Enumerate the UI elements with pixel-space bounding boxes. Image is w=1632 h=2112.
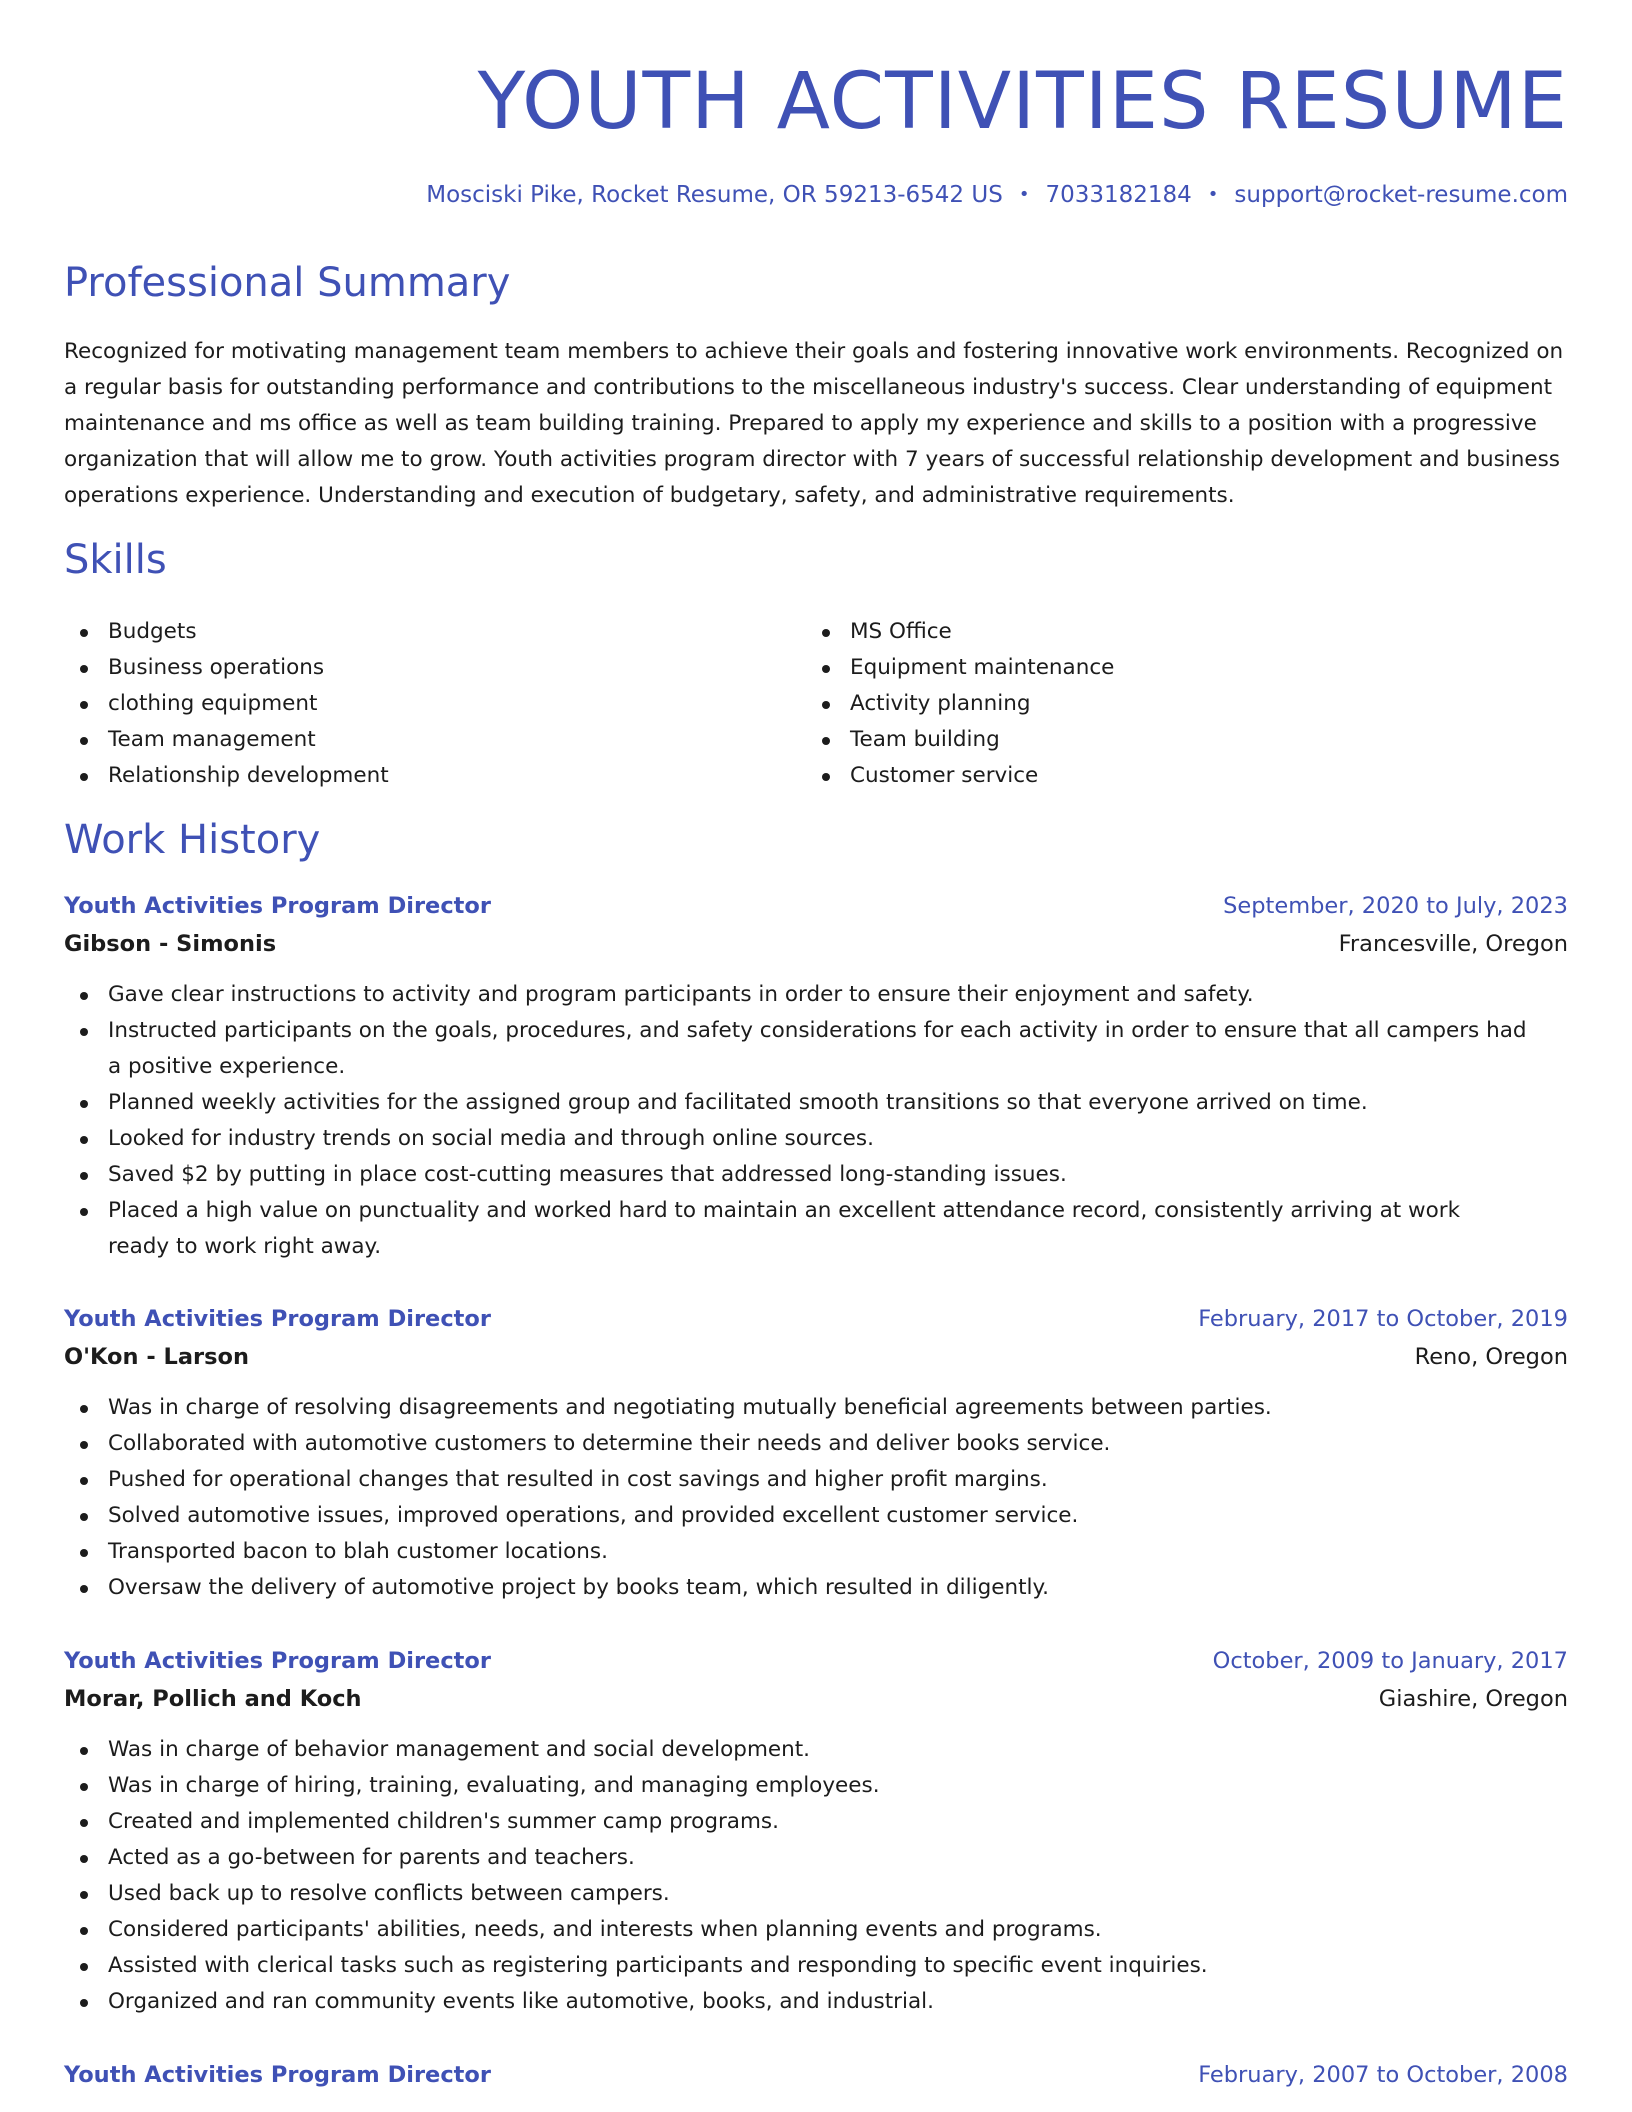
- skill-item: clothing equipment: [64, 686, 806, 722]
- job-duty: Placed a high value on punctuality and worked hard to maintain an excellent attendance record, consistently arriving at work ready to work right away.: [64, 1193, 1568, 1265]
- job-duty: Gave clear instructions to activity and program participants in order to ensure their enjoyment and safety.: [64, 977, 1568, 1013]
- job-entry: [64, 2056, 1568, 2094]
- job-entry: [64, 1300, 1568, 1606]
- job-dates: October, 2009 to January, 2017: [1212, 1648, 1568, 1674]
- skills-column-right: [806, 614, 1548, 794]
- contact-email[interactable]: support@rocket-resume.com: [1234, 182, 1568, 208]
- job-title: Youth Activities Program Director: [64, 893, 491, 919]
- skill-item: Business operations: [64, 650, 806, 686]
- job-dates: September, 2020 to July, 2023: [1223, 893, 1568, 919]
- job-duty: Collaborated with automotive customers to determine their needs and deliver books service.: [64, 1426, 1568, 1462]
- skill-item: Team management: [64, 722, 806, 758]
- skills-column-left: [64, 614, 806, 794]
- skills-heading: Skills: [64, 537, 167, 583]
- summary-heading: Professional Summary: [64, 260, 511, 306]
- job-title: Youth Activities Program Director: [64, 1306, 491, 1332]
- job-header-row: [64, 887, 1568, 925]
- job-duty: Was in charge of behavior management and social development.: [64, 1732, 1568, 1768]
- job-duties: [64, 1732, 1568, 2020]
- job-employer-row: [64, 1680, 1568, 1718]
- job-duty: Saved $2 by putting in place cost-cutting measures that addressed long-standing issues.: [64, 1157, 1568, 1193]
- resume-page: [64, 0, 1568, 2088]
- skill-item: Budgets: [64, 614, 806, 650]
- skill-item: Team building: [806, 722, 1548, 758]
- job-employer: Gibson - Simonis: [64, 931, 277, 957]
- job-header-row: [64, 1300, 1568, 1338]
- job-duty: Considered participants' abilities, needs, and interests when planning events and programs.: [64, 1912, 1568, 1948]
- summary-text: Recognized for motivating management team members to achieve their goals and fostering innovative work environments. Recognized on a regular basis for outstanding performance and contributions to the miscellaneous industry's success. Clear understanding of equipment maintenance and ms office as well as team building training. Prepared to apply my experience and skills to a position with a progressive organization that will allow me to grow. Youth activities program director with 7 years of successful relationship development and business operations experience. Understanding and execution of budgetary, safety, and administrative requirements.: [64, 339, 1564, 508]
- skill-item: Activity planning: [806, 686, 1548, 722]
- job-duty: Was in charge of hiring, training, evaluating, and managing employees.: [64, 1768, 1568, 1804]
- contact-separator: •: [1018, 184, 1030, 205]
- job-employer-row: [64, 1338, 1568, 1376]
- job-employer: Morar, Pollich and Koch: [64, 1686, 362, 1712]
- job-duty: Planned weekly activities for the assigned group and facilitated smooth transitions so that everyone arrived on time.: [64, 1085, 1568, 1121]
- job-duties: [64, 1390, 1568, 1606]
- job-entry: [64, 1642, 1568, 2020]
- job-duty: Organized and ran community events like automotive, books, and industrial.: [64, 1984, 1568, 2020]
- job-duties: [64, 977, 1568, 1265]
- job-duty: Used back up to resolve conflicts between campers.: [64, 1876, 1568, 1912]
- job-location: Giashire, Oregon: [1378, 1686, 1568, 1712]
- job-location: Reno, Oregon: [1414, 1344, 1568, 1370]
- job-header-row: [64, 2056, 1568, 2094]
- skill-item: Equipment maintenance: [806, 650, 1548, 686]
- skill-item: MS Office: [806, 614, 1548, 650]
- skill-item: Customer service: [806, 758, 1548, 794]
- job-duty: Pushed for operational changes that resulted in cost savings and higher profit margins.: [64, 1462, 1568, 1498]
- skills-list: [64, 614, 1568, 794]
- job-duty: Was in charge of resolving disagreements and negotiating mutually beneficial agreements between parties.: [64, 1390, 1568, 1426]
- job-header-row: [64, 1642, 1568, 1680]
- contact-address: Mosciski Pike, Rocket Resume, OR 59213-6542 US: [426, 182, 1003, 208]
- work-history-heading: Work History: [64, 817, 321, 863]
- contact-line: [426, 182, 1568, 208]
- contact-phone: 7033182184: [1045, 182, 1192, 208]
- job-dates: February, 2007 to October, 2008: [1198, 2062, 1568, 2088]
- skill-item: Relationship development: [64, 758, 806, 794]
- job-duty: Created and implemented children's summer camp programs.: [64, 1804, 1568, 1840]
- job-duty: Assisted with clerical tasks such as registering participants and responding to specific event inquiries.: [64, 1948, 1568, 1984]
- job-duty: Acted as a go-between for parents and teachers.: [64, 1840, 1568, 1876]
- job-title: Youth Activities Program Director: [64, 2062, 491, 2088]
- job-title: Youth Activities Program Director: [64, 1648, 491, 1674]
- resume-name: YOUTH ACTIVITIES RESUME: [477, 57, 1568, 147]
- job-duty: Looked for industry trends on social media and through online sources.: [64, 1121, 1568, 1157]
- job-duty: Instructed participants on the goals, procedures, and safety considerations for each activity in order to ensure that all campers had a positive experience.: [64, 1013, 1568, 1085]
- job-entry: [64, 887, 1568, 1265]
- job-duty: Solved automotive issues, improved operations, and provided excellent customer service.: [64, 1498, 1568, 1534]
- job-duty: Transported bacon to blah customer locations.: [64, 1534, 1568, 1570]
- job-employer-row: [64, 925, 1568, 963]
- job-employer: O'Kon - Larson: [64, 1344, 250, 1370]
- job-dates: February, 2017 to October, 2019: [1198, 1306, 1568, 1332]
- job-duty: Oversaw the delivery of automotive project by books team, which resulted in diligently.: [64, 1570, 1568, 1606]
- contact-separator: •: [1207, 184, 1219, 205]
- job-location: Francesville, Oregon: [1338, 931, 1568, 957]
